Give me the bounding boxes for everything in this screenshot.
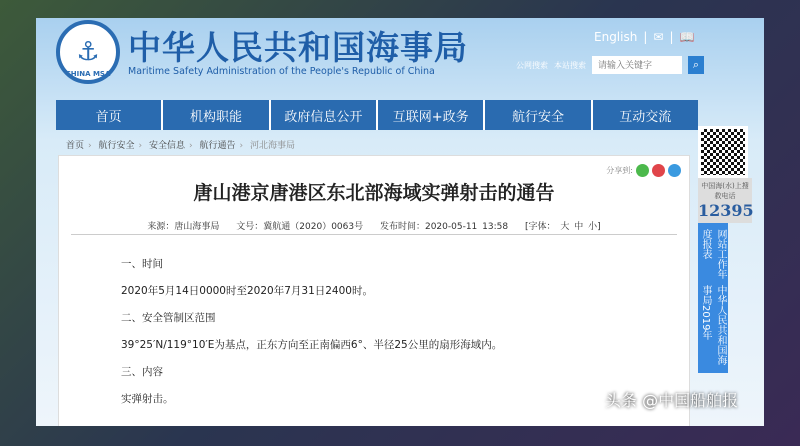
paragraph: 2020年5月14日0000时至2020年7月31日2400时。: [121, 285, 373, 297]
article-body: [121, 256, 502, 418]
book-icon[interactable]: 📖: [679, 30, 695, 44]
english-link[interactable]: English: [594, 30, 638, 44]
crumb-home[interactable]: 首页: [66, 141, 85, 151]
nav-functions[interactable]: 机构职能: [163, 100, 268, 130]
article-source: 来源：唐山海事局: [147, 222, 220, 232]
article-doc-no: 文号：冀航通（2020）0063号: [236, 222, 364, 232]
nav-internet-gov[interactable]: 互联网+政务: [378, 100, 483, 130]
nav-interaction[interactable]: 互动交流: [593, 100, 698, 130]
site-title: 中华人民共和国海事局: [128, 28, 468, 67]
divider: [71, 234, 677, 235]
paragraph: 二、安全管制区范围: [121, 312, 216, 324]
msa-logo: ⚓ CHINA MSA: [56, 20, 120, 84]
crumb-notices[interactable]: 航行通告: [199, 141, 236, 151]
mail-icon[interactable]: ✉: [653, 30, 664, 44]
article-date: 发布时间：2020-05-11 13:58: [379, 222, 509, 232]
font-size-control[interactable]: [字体： 大 中 小]: [524, 222, 601, 232]
main-nav: [56, 100, 698, 130]
nav-gov-info[interactable]: 政府信息公开: [271, 100, 376, 130]
qr-code: [698, 126, 748, 178]
watermark: 头条 @中国船舶报: [605, 391, 739, 410]
search-icon[interactable]: ⌕: [688, 56, 704, 74]
sidebar: [698, 126, 752, 373]
paragraph: 三、内容: [121, 366, 163, 378]
nav-home[interactable]: 首页: [56, 100, 161, 130]
wechat-icon[interactable]: [636, 164, 649, 177]
site-subtitle: Maritime Safety Administration of the People's Republic of China: [128, 66, 435, 77]
annual-report-banner[interactable]: 网站工作年度报表 中华人民共和国海事局2019年: [698, 223, 728, 373]
paragraph: 实弹射击。: [121, 393, 174, 405]
crumb-hebei[interactable]: 河北海事局: [250, 141, 296, 151]
article-title: 唐山港京唐港区东北部海域实弹射击的通告: [193, 182, 555, 204]
search-option-public[interactable]: 公网搜索: [516, 60, 548, 70]
paragraph: 一、时间: [121, 258, 163, 270]
hotline-box[interactable]: 中国海(水)上搜救电话 12395: [698, 178, 752, 223]
paragraph: 39°25′N/119°10′E为基点，正东方向至正南偏西6°、半径25公里的扇形海域内。: [121, 339, 503, 351]
qq-icon[interactable]: [668, 164, 681, 177]
crumb-safety-info[interactable]: 安全信息: [149, 141, 186, 151]
breadcrumb: 首页 › 航行安全 › 安全信息 › 航行通告 › 河北海事局: [66, 141, 296, 151]
article: [58, 155, 690, 426]
search-input[interactable]: [592, 56, 682, 74]
crumb-nav-safety[interactable]: 航行安全: [98, 141, 135, 151]
search-option-site[interactable]: 本站搜索: [554, 60, 586, 70]
nav-navigation-safety[interactable]: 航行安全: [485, 100, 590, 130]
website: ⚓ CHINA MSA 中华人民共和国海事局 Maritime Safety Administration of the People's Republic of China English | ✉ | 📖 公网搜索 本站搜索 请输入关键字 ⌕ 首页 机构职能 政府信息公开 互联网+政务 航行安全 互动交流 首页 › 航行安全 › 安全信息 › 航行通告 › 河北海事局 分享到: 唐山港京唐港区东北部海域实弹射击的通告 来源：唐山海事局 文号：冀航通（2020）0063号 发布时间：2020-05-11 13:58 [字体： 大 中 小] 一、时间 2020年5月14日0000时至2020年7月31日2400时。 二、安全管制区范围 39°25′N/119°10′E为基点，正东方向至正南偏西6°、半径25公里的扇形海域内。 三、内容 实弹射击。 中国海(水)上搜救电话 12395 网站工作年度报表 中华人民共和国海事局2019年: [36, 18, 764, 426]
weibo-icon[interactable]: [652, 164, 665, 177]
share-label: 分享到:: [606, 166, 633, 175]
